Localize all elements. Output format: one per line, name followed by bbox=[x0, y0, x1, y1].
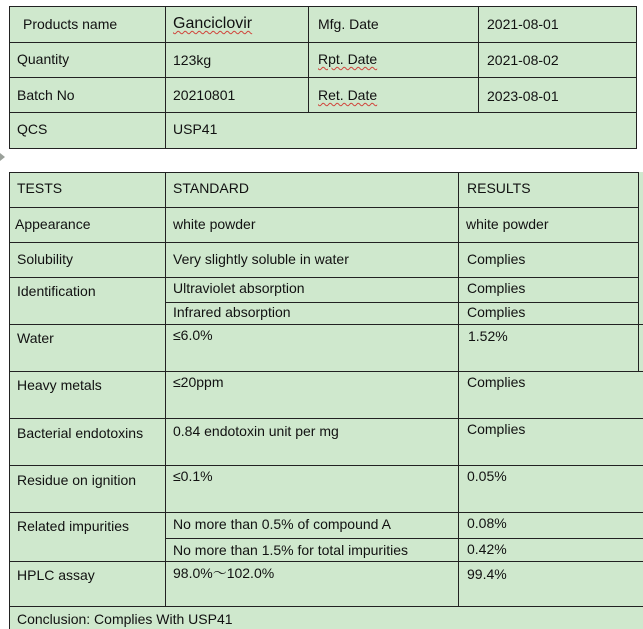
results-table-rule bbox=[9, 242, 639, 243]
test-name: Water bbox=[17, 330, 54, 346]
test-result: white powder bbox=[466, 216, 549, 232]
test-result: 0.08% bbox=[467, 515, 507, 531]
test-name: Appearance bbox=[15, 216, 91, 232]
test-standard: Very slightly soluble in water bbox=[173, 251, 349, 267]
quantity-value: 123kg bbox=[173, 52, 212, 68]
results-table-border bbox=[638, 172, 639, 372]
test-name: Solubility bbox=[17, 251, 74, 267]
info-table-border bbox=[636, 6, 637, 149]
results-table-rule bbox=[165, 302, 639, 303]
test-result: Complies bbox=[467, 374, 526, 390]
results-table-rule bbox=[9, 418, 643, 419]
results-table-rule bbox=[9, 606, 643, 607]
test-result: 99.4% bbox=[467, 566, 507, 582]
qcs-label: QCS bbox=[17, 121, 48, 137]
products-name-label: Products name bbox=[23, 16, 118, 32]
batch-no-value: 20210801 bbox=[173, 87, 236, 103]
results-table-rule bbox=[458, 172, 459, 606]
products-name-value: Ganciclovir bbox=[173, 15, 253, 32]
results-table-border bbox=[9, 172, 10, 629]
test-name: Bacterial endotoxins bbox=[17, 425, 144, 441]
rpt-date-value: 2021-08-02 bbox=[487, 52, 559, 68]
results-table-rule bbox=[165, 172, 166, 606]
test-result: 0.05% bbox=[467, 468, 507, 484]
test-standard: white powder bbox=[173, 216, 256, 232]
test-standard: Ultraviolet absorption bbox=[173, 280, 305, 296]
test-standard: No more than 0.5% of compound A bbox=[173, 516, 391, 532]
results-table-rule bbox=[165, 538, 643, 539]
test-name: Residue on ignition bbox=[17, 472, 137, 488]
ret-date-label: Ret. Date bbox=[318, 87, 378, 103]
test-name: Identification bbox=[17, 283, 96, 299]
column-header-results: RESULTS bbox=[467, 180, 531, 196]
mfg-date-value: 2021-08-01 bbox=[487, 16, 559, 32]
info-table-border bbox=[9, 6, 637, 7]
test-standard: 98.0%～102.0% bbox=[173, 565, 275, 581]
test-name: Heavy metals bbox=[17, 377, 102, 393]
results-table-rule bbox=[9, 512, 643, 513]
info-table-rule bbox=[308, 6, 309, 113]
mfg-date-label: Mfg. Date bbox=[318, 16, 379, 32]
test-result: 0.42% bbox=[467, 541, 507, 557]
test-standard: Infrared absorption bbox=[173, 304, 291, 320]
info-table-rule bbox=[9, 112, 637, 113]
results-table-rule bbox=[9, 324, 643, 325]
results-table-rule bbox=[9, 207, 639, 208]
results-table-rule bbox=[9, 277, 639, 278]
results-table-rule bbox=[9, 371, 643, 372]
test-standard: ≤6.0% bbox=[173, 327, 213, 343]
info-table-rule bbox=[9, 42, 637, 43]
info-table-border bbox=[9, 148, 637, 149]
test-standard: ≤20ppm bbox=[173, 374, 224, 390]
test-result: Complies bbox=[467, 280, 526, 296]
test-result: Complies bbox=[467, 251, 526, 267]
info-table-rule bbox=[165, 6, 166, 149]
results-table-rule bbox=[9, 465, 643, 466]
test-name: Related impurities bbox=[17, 518, 130, 534]
qcs-value: USP41 bbox=[173, 121, 218, 137]
info-table-border bbox=[9, 6, 10, 149]
test-name: HPLC assay bbox=[17, 567, 95, 583]
test-standard: ≤0.1% bbox=[173, 468, 213, 484]
test-result: Complies bbox=[467, 304, 526, 320]
column-header-standard: STANDARD bbox=[173, 180, 249, 196]
conclusion-text: Conclusion: Complies With USP41 bbox=[17, 611, 233, 627]
results-table-border bbox=[9, 172, 639, 173]
test-standard: 0.84 endotoxin unit per mg bbox=[173, 423, 339, 439]
test-result: Complies bbox=[467, 421, 526, 437]
info-table-rule bbox=[478, 6, 479, 113]
info-table-rule bbox=[9, 77, 637, 78]
row-marker-icon bbox=[0, 153, 5, 161]
batch-no-label: Batch No bbox=[17, 87, 75, 103]
ret-date-value: 2023-08-01 bbox=[487, 88, 559, 104]
test-result: 1.52% bbox=[468, 328, 508, 344]
test-standard: No more than 1.5% for total impurities bbox=[173, 542, 408, 558]
results-table-rule bbox=[9, 561, 643, 562]
rpt-date-label: Rpt. Date bbox=[318, 51, 378, 67]
quantity-label: Quantity bbox=[17, 51, 70, 67]
column-header-tests: TESTS bbox=[17, 180, 63, 196]
